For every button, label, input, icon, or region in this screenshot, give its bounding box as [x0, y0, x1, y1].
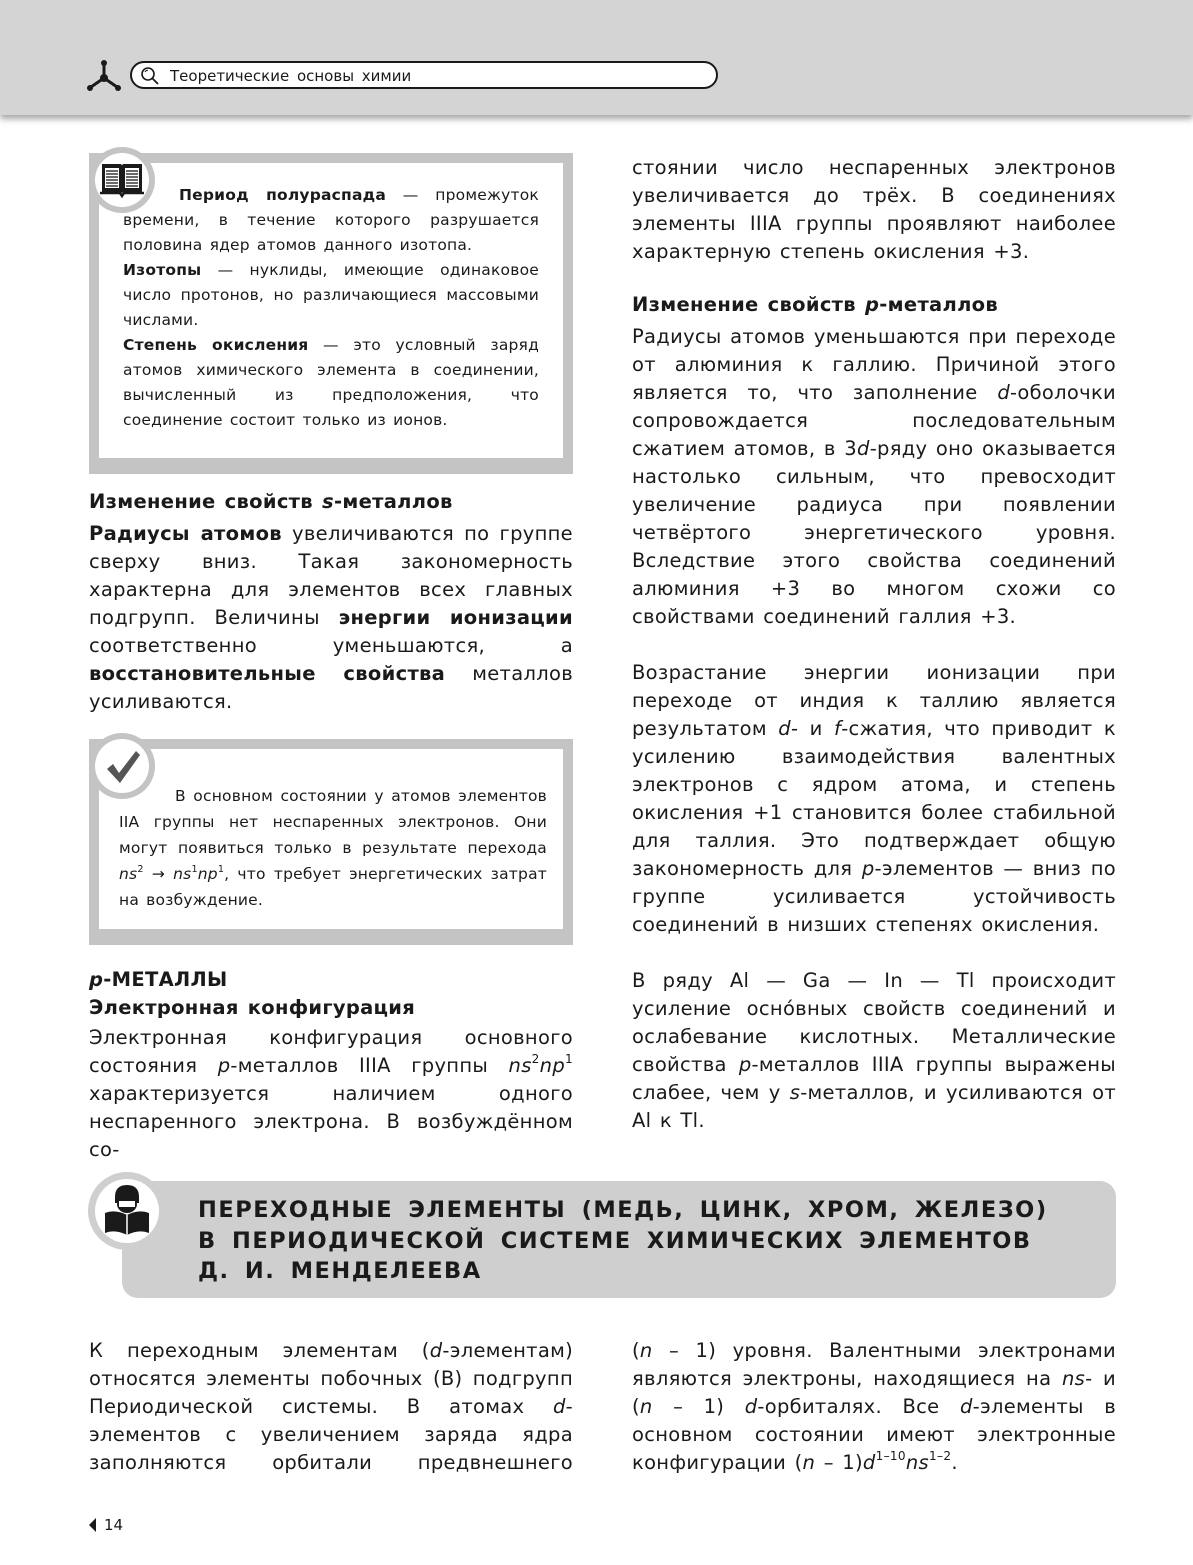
check-note-box	[89, 739, 573, 945]
p-metals-section	[89, 966, 573, 1164]
right-paragraph-3: Возрастание энергии ионизации при переходе от индия к таллию является результатом d- и f-сжатия, что приводит к усилению взаимодействия валентных электронов с ядром атома, и степень окисления +1 становится более стабильной для таллия. Это подтверждает общую закономерность для p-элементов — вниз по группе усиливается устойчивость соединений в низших степенях окисления.	[632, 661, 1116, 936]
term-half-life: Период полураспада	[179, 186, 386, 204]
p-metals-paragraph: Электронная конфигурация основного состояния p-металлов IIIA группы $ns^2np^1$ характеризуется наличием одного неспаренного электрона. В возбуждённом со-	[89, 1026, 574, 1161]
transition-paragraph-right: (n – 1) уровня. Валентными электронами являются электроны, находящиеся на ns- и (n – 1) d-орбиталях. Все d-элементы в основном состоянии имеют электронные конфигурации $(n - 1)d^{1-10}ns^{1-2}$.	[632, 1339, 1117, 1474]
def-isotopes: — нуклиды, имеющие одинаковое число протонов, но различающиеся массовыми числами.	[123, 261, 539, 329]
transition-left-column	[89, 1337, 573, 1477]
s-metals-paragraph: Радиусы атомов увеличиваются по группе сверху вниз. Такая закономерность характерна для элементов всех главных подгрупп. Величины энергии ионизации соответственно уменьшаются, а восстановительные свойства металлов усиливаются.	[89, 522, 573, 713]
page-number-text: 14	[104, 1516, 124, 1534]
banner-line-3: Д. И. МЕНДЕЛЕЕВА	[198, 1258, 482, 1284]
reader-icon	[103, 1183, 151, 1237]
p-metals-properties-heading: Изменение свойств p-металлов	[632, 293, 999, 316]
banner-line-2: В ПЕРИОДИЧЕСКОЙ СИСТЕМЕ ХИМИЧЕСКИХ ЭЛЕМЕНТОВ	[198, 1227, 1032, 1254]
checkmark-icon-circle	[89, 733, 155, 799]
definition-half-life	[123, 183, 539, 258]
definition-oxidation	[123, 333, 539, 433]
right-paragraph-1: стоянии число неспаренных электронов увеличивается до трёх. В соединениях элементы IIIA группы проявляют наиболее характерную степень окисления +3.	[632, 156, 1116, 263]
reader-icon-circle	[88, 1172, 166, 1250]
check-note-text: В основном состоянии у атомов элементов IIA группы нет неспаренных электронов. Они могут появиться только в результате перехода $ns^2 \to ns^1np^1$, что требует энергетических затрат на возбуждение.	[119, 787, 547, 909]
def-oxidation: — это условный заряд атомов химического элемента в соединении, вычисленный из предположения, что соединение состоит только из ионов.	[123, 336, 539, 429]
header-search-bar	[130, 61, 718, 89]
banner-title	[198, 1195, 1048, 1287]
definition-isotopes	[123, 258, 539, 333]
s-metals-section	[89, 488, 573, 716]
definitions-text	[123, 183, 539, 433]
page-number	[89, 1516, 123, 1534]
header-band	[0, 0, 1193, 115]
p-metals-heading: p-МЕТАЛЛЫ	[89, 968, 228, 991]
banner-line-1: ПЕРЕХОДНЫЕ ЭЛЕМЕНТЫ (МЕДЬ, ЦИНК, ХРОМ, ЖЕЛЕЗО)	[198, 1197, 1048, 1223]
page-arrow-icon	[89, 1518, 96, 1532]
right-paragraph-4: В ряду Al — Ga — In — Tl происходит усиление осно́вных свойств соединений и ослабевание кислотных. Металлические свойства p-металлов IIIA группы выражены слабее, чем у s-металлов, и усиливаются от Al к Tl.	[632, 969, 1117, 1132]
transition-paragraph-left: К переходным элементам (d-элементам) относятся элементы побочных (B) подгрупп Периодической системы. В атомах d-элементов с увеличением заряда ядра заполняются орбитали предвнешнего	[89, 1339, 573, 1474]
electron-config-heading: Электронная конфигурация	[89, 996, 416, 1019]
right-column	[632, 154, 1116, 1135]
header-title: Теоретические основы химии	[170, 67, 412, 85]
term-oxidation: Степень окисления	[123, 336, 309, 354]
s-metals-heading: Изменение свойств s-металлов	[89, 490, 453, 513]
term-isotopes: Изотопы	[123, 261, 202, 279]
search-icon	[140, 66, 160, 86]
definitions-box	[89, 153, 573, 474]
book-icon	[98, 160, 146, 200]
def-half-life: — промежуток времени, в течение которого разрушается половина ядер атомов данного изотопа.	[123, 186, 539, 254]
right-paragraph-2: Радиусы атомов уменьшаются при переходе от алюминия к галлию. Причиной этого является то, что заполнение d-оболочки сопровождается последовательным сжатием атомов, в 3d-ряду оно оказывается настолько сильным, что превосходит увеличение радиуса при появлении четвёртого энергетического уровня. Вследствие этого свойства соединений алюминия +3 во многом схожи со свойствами соединений галлия +3.	[632, 325, 1116, 628]
book-icon-circle	[89, 147, 155, 213]
checkmark-icon	[103, 747, 143, 787]
transition-right-column	[632, 1337, 1116, 1477]
molecule-logo-icon	[86, 58, 122, 94]
section-banner	[122, 1181, 1116, 1298]
